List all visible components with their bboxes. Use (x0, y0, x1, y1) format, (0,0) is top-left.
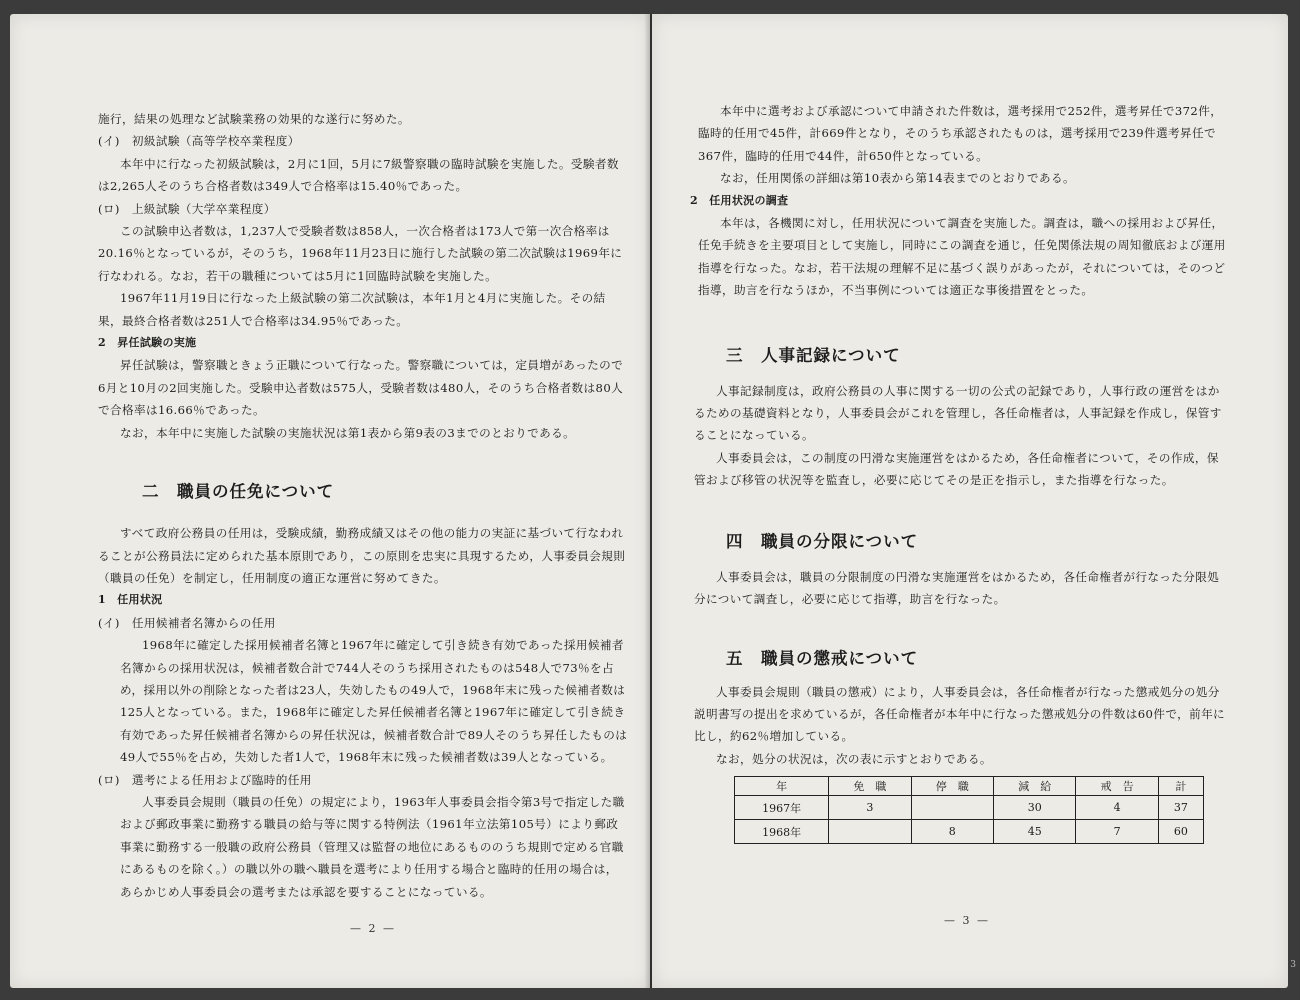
subheading-selection-appointment: (ロ) 選考による任用および臨時的任用 (98, 772, 312, 787)
section-title-discipline: 五 職員の懲戒について (726, 648, 919, 668)
continued-line: 施行，結果の処理など試験業務の効果的な遂行に努めた。 (98, 112, 410, 126)
paragraph-status: 人事委員会は，職員の分限制度の円滑な実施運営をはかるため，各任命権者が行なった分限処分について調査し，必要に応じて指導，助言を行なった。 (694, 569, 1220, 607)
paragraph-selection-counts: 本年中に選考および承認について申請された件数は，選考採用で252件，選考昇任で372件，臨時的任用で45件，計669件となり，そのうち承認されたものは，選考採用で239件選考昇任で367件，臨時的任用で44件，計650件となっている。 (698, 104, 1223, 163)
table-row (735, 820, 1204, 844)
heading-appointment-survey: 2 任用状況の調査 (690, 193, 789, 207)
paragraph-promotion-exam-2: なお，本年中に実施した試験の実施状況は第1表から第9表の3までのとおりである。 (120, 425, 576, 440)
right-page (652, 14, 1288, 988)
paragraph-candidate-list: 1968年に確定した採用候補者名簿と1967年に確定して引き続き有効であった採用候補者名簿からの採用状況は，候補者数合計で744人そのうち採用されたものは548人で73％を占め，採用以外の削除となった者は23人，失効したもの49人で，1968年末に残った候補者数は125人となっている。また，1968年に確定した昇任候補者名簿と1967年に確定して引き続き有効であった昇任候補者名簿からの昇任状況は，候補者数合計で89人そのうち昇任したものは49人で55％を占め，失効した者1人で，1968年末に残った候補者数は39人となっている。 (120, 638, 628, 765)
section-title-appointment: 二 職員の任免について (142, 482, 335, 502)
discipline-table (734, 776, 1204, 844)
right-page-content (690, 100, 1230, 844)
corner-mark: 3 (1290, 960, 1296, 970)
subheading-junior-exam: (イ) 初級試験（高等学校卒業程度） (98, 134, 300, 149)
paragraph-detail-reference: なお，任用関係の詳細は第10表から第14表までのとおりである。 (720, 171, 1075, 186)
left-page (10, 14, 650, 988)
heading-appointment-status: 1 任用状況 (98, 593, 163, 607)
book-spread (10, 14, 1288, 988)
page-number-right: — 3 — (944, 914, 990, 927)
paragraph-discipline-2: なお，処分の状況は，次の表に示すとおりである。 (716, 751, 992, 766)
subheading-candidate-list: (イ) 任用候補者名簿からの任用 (98, 615, 276, 630)
paragraph-selection-appointment: 人事委員会規則（職員の任免）の規定により，1963年人事委員会指令第3号で指定した職および郵政事業に勤務する職員の給与等に関する特例法（1961年立法第105号）により郵政事業に勤務する一般職の政府公務員（管理又は監督の地位にあるもののうち規則で定める官職にあるものを除く。）の職以外の職へ職員を選考により任用する場合と臨時的任用の場合は，あらかじめ人事委員会の選考または承認を要することになっている。 (120, 794, 625, 899)
section-title-personnel-records: 三 人事記録について (726, 345, 901, 365)
table-header-row (735, 777, 1204, 796)
table-row (735, 796, 1204, 820)
section-title-status: 四 職員の分限について (726, 531, 919, 551)
table-cell (911, 796, 993, 820)
paragraph-senior-exam-1: この試験申込者数は，1,237人で受験者数は858人，一次合格者は173人で第一次合格率は20.16％となっているが，そのうち，1968年11月23日に施行した試験の第二次試験は1969年に行なわれる。なお，若干の職種については5月に1回臨時試験を実施した。 (98, 224, 623, 283)
table-cell: 1967年 (735, 796, 829, 820)
table-header-cell: 計 (1158, 777, 1203, 796)
table-header-cell: 免 職 (829, 777, 911, 796)
table-cell: 1968年 (735, 820, 829, 844)
table-header-cell: 停 職 (911, 777, 993, 796)
table-cell: 60 (1158, 820, 1203, 844)
heading-promotion-exam: 2 昇任試験の実施 (98, 336, 197, 350)
paragraph-senior-exam-2: 1967年11月19日に行なった上級試験の第二次試験は，本年1月と4月に実施した。その結果，最終合格者数は251人で合格率は34.95％であった。 (98, 291, 606, 328)
paragraph-appointment-survey: 本年は，各機関に対し，任用状況について調査を実施した。調査は，職への採用および昇任，任免手続きを主要項目として実施し，同時にこの調査を通じ，任免関係法規の周知徹底および運用指導を行なった。なお，若干法規の理解不足に基づく誤りがあったが，それについては，そのつど指導，助言を行なうほか，不当事例については適正な事後措置をとった。 (698, 216, 1226, 298)
table-cell: 3 (829, 796, 911, 820)
left-page-content (98, 108, 628, 903)
table-cell: 30 (994, 796, 1076, 820)
subheading-senior-exam: (ロ) 上級試験（大学卒業程度） (98, 201, 276, 216)
paragraph-records-1: 人事記録制度は，政府公務員の人事に関する一切の公式の記録であり，人事行政の運営をはかるための基礎資料となり，人事委員会がこれを管理し，各任命権者は，人事記録を作成し，保管することになっている。 (694, 383, 1222, 443)
paragraph-promotion-exam-1: 昇任試験は，警察職ときょう正職について行なった。警察職については，定員増があったので6月と10月の2回実施した。受験申込者数は575人，受験者数は480人，そのうち合格者数は80人で合格率は16.66％であった。 (98, 358, 624, 418)
table-cell: 8 (911, 820, 993, 844)
table-header-cell: 年 (735, 777, 829, 796)
paragraph-junior-exam: 本年中に行なった初級試験は，2月に1回，5月に7級警察職の臨時試験を実施した。受験者数は2,265人そのうち合格者数は349人で合格率は15.40％であった。 (98, 156, 619, 194)
table-cell (829, 820, 911, 844)
table-cell: 7 (1076, 820, 1158, 844)
page-number-left: — 2 — (350, 922, 396, 935)
table-cell: 45 (994, 820, 1076, 844)
paragraph-records-2: 人事委員会は，この制度の円滑な実施運営をはかるため，各任命権者について，その作成，保管および移管の状況等を監査し，必要に応じてその是正を指示し，また指導を行なった。 (694, 450, 1219, 488)
table-header-cell: 戒 告 (1076, 777, 1158, 796)
table-cell: 4 (1076, 796, 1158, 820)
table-cell: 37 (1158, 796, 1203, 820)
paragraph-appointment-principle: すべて政府公務員の任用は，受験成績，勤務成績又はその他の能力の実証に基づいて行なわれることが公務員法に定められた基本原則であり，この原則を忠実に具現するため，人事委員会規則（職員の任免）を制定し，任用制度の適正な運営に努めてきた。 (98, 526, 626, 585)
paragraph-discipline-1: 人事委員会規則（職員の懲戒）により，人事委員会は，各任命権者が行なった懲戒処分の処分説明書写の提出を求めているが，各任命権者が本年中に行なった懲戒処分の件数は60件で，前年に比し，約62％増加している。 (694, 684, 1226, 744)
table-header-cell: 減 給 (994, 777, 1076, 796)
